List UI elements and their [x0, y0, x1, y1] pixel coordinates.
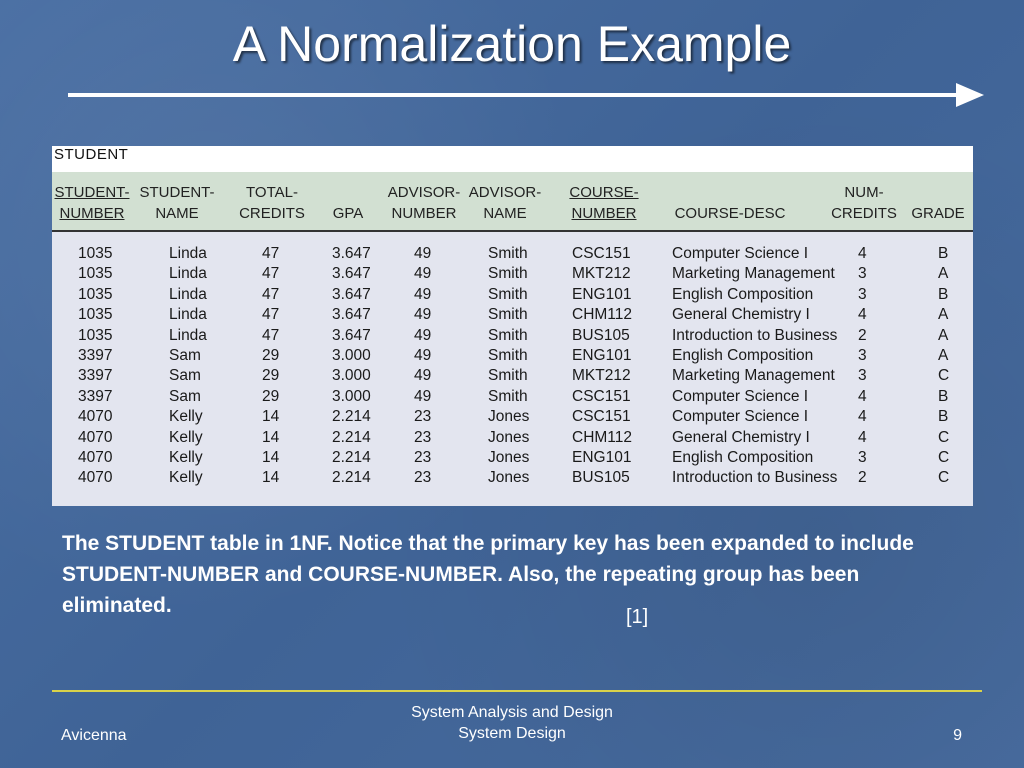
table-cell: Linda: [169, 326, 207, 344]
table-cell: 1035: [78, 265, 113, 283]
table-cell: 2.214: [332, 448, 371, 466]
table-cell: Smith: [488, 387, 528, 405]
table-row: [52, 448, 973, 468]
table-cell: Jones: [488, 448, 530, 466]
column-header-line1: [911, 182, 964, 203]
column-header-line1: [333, 182, 364, 203]
table-cell: 4070: [78, 408, 113, 426]
column-header-line1: STUDENT-: [54, 184, 130, 201]
table-cell: CSC151: [572, 408, 631, 426]
table-row: [52, 428, 973, 448]
table-cell: 23: [414, 469, 432, 487]
table-cell: A: [938, 346, 949, 364]
table-cell: 3: [858, 346, 867, 364]
table-cell: 23: [414, 408, 432, 426]
table-cell: 47: [262, 326, 280, 344]
table-cell: Linda: [169, 245, 207, 262]
table-cell: 29: [262, 387, 280, 405]
table-cell: 49: [414, 387, 432, 405]
title-underline-arrow-icon: [66, 80, 986, 110]
table-cell: 3.647: [332, 326, 371, 344]
column-header-line2: NAME: [483, 205, 527, 222]
table-cell: 4: [858, 245, 867, 262]
column-header-6: [569, 182, 638, 224]
table-cell: 47: [262, 285, 280, 303]
table-cell: 29: [262, 346, 280, 364]
table-row: [52, 326, 973, 346]
table-cell: 1035: [78, 326, 113, 344]
table-cell: ENG101: [572, 346, 632, 364]
table-cell: English Composition: [672, 448, 814, 466]
column-header-line1: TOTAL-: [246, 184, 298, 201]
table-cell: 4: [858, 428, 867, 446]
table-cell: Smith: [488, 326, 528, 344]
table-cell: 49: [414, 306, 432, 324]
table-cell: 14: [262, 469, 280, 487]
table-cell: B: [938, 245, 949, 262]
table-cell: Introduction to Business: [672, 469, 838, 487]
table-cell: 47: [262, 306, 280, 324]
table-cell: 1035: [78, 245, 113, 262]
table-cell: 4070: [78, 428, 113, 446]
table-cell: ENG101: [572, 448, 632, 466]
table-cell: 49: [414, 326, 432, 344]
table-cell: 23: [414, 428, 432, 446]
table-cell: Marketing Management: [672, 367, 835, 385]
column-header-line1: ADVISOR-: [468, 184, 542, 201]
column-header-1: [140, 182, 215, 224]
table-cell: Computer Science I: [672, 387, 809, 405]
table-cell: Jones: [488, 469, 530, 487]
table-cell: 49: [414, 285, 432, 303]
table-cell: Computer Science I: [672, 408, 809, 426]
footer-course-line2: System Design: [458, 725, 566, 742]
table-cell: 3: [858, 285, 867, 303]
table-cell: English Composition: [672, 285, 814, 303]
table-cell: Sam: [169, 387, 201, 405]
column-header-line2: GRADE: [911, 205, 965, 222]
table-cell: 49: [414, 265, 432, 283]
footer-divider: [52, 690, 982, 692]
table-cell: Computer Science I: [672, 245, 809, 262]
table-cell: B: [938, 285, 949, 303]
table-name: STUDENT: [52, 146, 973, 172]
column-header-5: [469, 182, 542, 224]
table-cell: 14: [262, 428, 280, 446]
table-row: [52, 407, 973, 427]
table-cell: CSC151: [572, 245, 631, 262]
header-divider: [52, 230, 973, 232]
table-cell: 2.214: [332, 408, 371, 426]
table-cell: 4070: [78, 469, 113, 487]
table-cell: 47: [262, 265, 280, 283]
table-cell: A: [938, 265, 949, 283]
column-header-8: [831, 182, 897, 224]
citation-link[interactable]: [1]: [626, 606, 649, 628]
table-cell: 2: [858, 326, 867, 344]
table-cell: Sam: [169, 346, 201, 364]
table-cell: CSC151: [572, 387, 631, 405]
slide-title: A Normalization Example: [232, 16, 792, 72]
column-header-line1: STUDENT-: [139, 184, 215, 201]
table-cell: 3: [858, 265, 867, 283]
table-cell: Smith: [488, 346, 528, 364]
slide-number: 9: [953, 727, 962, 744]
table-cell: Linda: [169, 306, 207, 324]
column-header-line2: CREDITS: [239, 205, 305, 222]
footer-course-title: [362, 702, 662, 744]
table-cell: C: [938, 469, 950, 487]
column-header-3: [333, 182, 364, 224]
table-cell: 2: [858, 469, 867, 487]
column-header-line1: NUM-: [844, 184, 884, 201]
table-cell: BUS105: [572, 326, 630, 344]
table-cell: General Chemistry I: [672, 428, 810, 446]
table-cell: 23: [414, 448, 432, 466]
table-cell: Smith: [488, 367, 528, 385]
table-cell: Marketing Management: [672, 265, 835, 283]
column-header-line2: NUMBER: [391, 205, 457, 222]
table-row: [52, 264, 973, 284]
column-header-7: [675, 182, 786, 224]
table-cell: 3.000: [332, 387, 371, 405]
table-cell: 1035: [78, 285, 113, 303]
table-cell: 2.214: [332, 428, 371, 446]
column-header-line2: CREDITS: [831, 205, 897, 222]
slide-body-text: The STUDENT table in 1NF. Notice that the primary key has been expanded to include STUDENT-NUMBER and COURSE-NUMBER. Also, the repeating group has been eliminated.: [62, 532, 914, 617]
column-header-line2: GPA: [332, 205, 364, 222]
table-cell: 49: [414, 245, 432, 262]
table-cell: MKT212: [572, 265, 631, 283]
table-cell: 14: [262, 448, 280, 466]
table-row: [52, 285, 973, 305]
table-cell: 4: [858, 387, 867, 405]
table-cell: 3.647: [332, 285, 371, 303]
column-header-9: [911, 182, 964, 224]
table-cell: C: [938, 367, 950, 385]
column-header-line2: NUMBER: [59, 205, 125, 222]
table-cell: 1035: [78, 306, 113, 324]
table-row: [52, 468, 973, 488]
table-cell: 2.214: [332, 469, 371, 487]
table-cell: English Composition: [672, 346, 814, 364]
column-header-2: [239, 182, 305, 224]
table-cell: Sam: [169, 367, 201, 385]
table-cell: 4: [858, 306, 867, 324]
table-cell: Linda: [169, 265, 207, 283]
column-header-line1: ADVISOR-: [387, 184, 461, 201]
table-cell: 3397: [78, 367, 113, 385]
column-header-0: [55, 182, 130, 224]
table-cell: 3397: [78, 387, 113, 405]
column-header-line1: [675, 182, 786, 203]
table-row: [52, 244, 973, 264]
table-cell: Smith: [488, 306, 528, 324]
table-cell: General Chemistry I: [672, 306, 810, 324]
table-cell: BUS105: [572, 469, 630, 487]
table-cell: C: [938, 448, 950, 466]
table-body: [52, 244, 973, 489]
table-cell: Smith: [488, 245, 528, 262]
table-cell: Jones: [488, 428, 530, 446]
column-header-4: [388, 182, 461, 224]
table-cell: 3.000: [332, 367, 371, 385]
table-cell: Kelly: [169, 428, 203, 446]
table-cell: CHM112: [572, 306, 633, 324]
table-cell: 49: [414, 367, 432, 385]
table-cell: B: [938, 387, 949, 405]
table-cell: 3.647: [332, 245, 371, 262]
column-header-line2: COURSE-DESC: [674, 205, 786, 222]
table-cell: 4070: [78, 448, 113, 466]
table-cell: A: [938, 326, 949, 344]
table-cell: 3: [858, 448, 867, 466]
table-cell: 3.647: [332, 265, 371, 283]
table-cell: Kelly: [169, 469, 203, 487]
footer-course-line1: System Analysis and Design: [411, 704, 613, 721]
table-cell: 3.647: [332, 306, 371, 324]
table-cell: C: [938, 428, 950, 446]
table-cell: 4: [858, 408, 867, 426]
table-row: [52, 366, 973, 386]
table-cell: 14: [262, 408, 280, 426]
column-header-line2: NAME: [155, 205, 199, 222]
table-cell: Kelly: [169, 408, 203, 426]
table-cell: Smith: [488, 285, 528, 303]
table-cell: 3.000: [332, 346, 371, 364]
table-cell: 3: [858, 367, 867, 385]
table-row: [52, 305, 973, 325]
table-cell: B: [938, 408, 949, 426]
table-cell: Jones: [488, 408, 530, 426]
table-cell: MKT212: [572, 367, 631, 385]
table-cell: CHM112: [572, 428, 633, 446]
footer-author: Avicenna: [61, 727, 127, 744]
table-cell: 3397: [78, 346, 113, 364]
table-cell: 47: [262, 245, 280, 262]
table-cell: Smith: [488, 265, 528, 283]
table-cell: Kelly: [169, 448, 203, 466]
student-table-image: [52, 146, 973, 506]
table-row: [52, 387, 973, 407]
table-cell: 49: [414, 346, 432, 364]
table-cell: Linda: [169, 285, 207, 303]
table-row: [52, 346, 973, 366]
table-cell: Introduction to Business: [672, 326, 838, 344]
table-cell: ENG101: [572, 285, 632, 303]
table-cell: 29: [262, 367, 280, 385]
table-cell: A: [938, 306, 949, 324]
column-header-line2: NUMBER: [571, 205, 637, 222]
column-header-line1: COURSE-: [569, 184, 639, 201]
